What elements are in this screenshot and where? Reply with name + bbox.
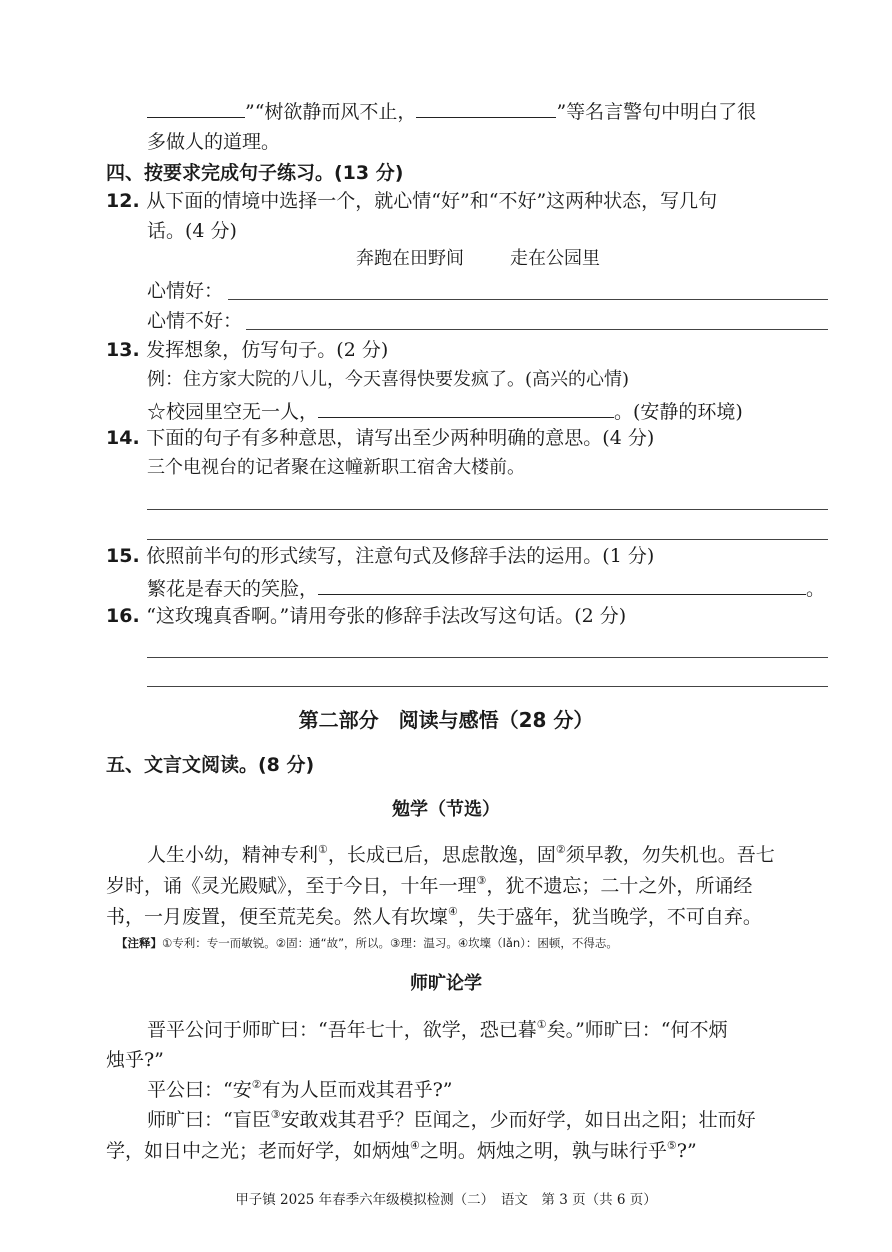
answer-blank[interactable] — [318, 574, 806, 595]
passage-2-line: 烛乎?” — [106, 1049, 164, 1071]
answer-line[interactable] — [147, 539, 828, 540]
scenario-options — [356, 246, 600, 272]
question-15: 15. 依照前半句的形式续写，注意句式及修辞手法的运用。(1 分) — [106, 545, 655, 567]
question-13: 13. 发挥想象，仿写句子。(2 分) — [106, 339, 389, 361]
answer-blank[interactable] — [318, 397, 614, 418]
quote-line: ”“树欲静而风不止， ”等名言警句中明白了很 — [147, 97, 756, 125]
scenario-option-1: 奔跑在田野间 — [356, 248, 464, 269]
passage-1-title: 勉学（节选） — [392, 799, 500, 820]
question-14: 14. 下面的句子有多种意思，请写出至少两种明确的意思。(4 分) — [106, 427, 655, 449]
answer-line[interactable] — [228, 299, 828, 300]
passage-1-line: 书，一月废置，便至荒芜矣。然人有坎壈④，失于盛年，犹当晚学，不可自弃。 — [106, 905, 762, 928]
question-12-cont: 话。(4 分) — [147, 220, 237, 242]
passage-2-line: 平公曰：“安②有为人臣而戏其君乎?” — [147, 1078, 453, 1101]
section-4-title: 四、按要求完成句子练习。(13 分) — [106, 162, 404, 184]
quote-continuation: 多做人的道理。 — [147, 131, 281, 153]
section-5-title: 五、文言文阅读。(8 分) — [106, 754, 315, 776]
answer-line[interactable] — [246, 329, 828, 330]
page-footer: 甲子镇 2025 年春季六年级模拟检测（二） 语文 第 3 页（共 6 页） — [235, 1192, 657, 1208]
answer-line[interactable] — [147, 686, 828, 687]
passage-1-line: 岁时，诵《灵光殿赋》，至于今日，十年一理③，犹不遗忘；二十之外，所诵经 — [106, 874, 753, 897]
bad-mood-label: 心情不好： — [147, 310, 243, 332]
scenario-option-2: 走在公园里 — [510, 248, 600, 269]
passage-1-notes: 【注释】①专利：专一而敏锐。②固：通“故”，所以。③理：温习。④坎壈（lǎn）：困顿，不得志。 — [116, 936, 618, 950]
answer-line[interactable] — [147, 657, 828, 658]
passage-1-line: 人生小幼，精神专利①，长成已后，思虑散逸，固②须早教，勿失机也。吾七 — [147, 843, 775, 866]
passage-2-line: 学，如日中之光；老而好学，如炳烛④之明。炳烛之明，孰与昧行乎⑤?” — [106, 1139, 697, 1162]
continuation-task: 繁花是春天的笑脸， 。 — [147, 574, 825, 602]
passage-2-line: 师旷曰：“盲臣③安敢戏其君乎？臣闻之，少而好学，如日出之阳；壮而好 — [147, 1108, 756, 1131]
imitation-task: ☆校园里空无一人， 。(安静的环境) — [147, 397, 743, 425]
part-2-title: 第二部分 阅读与感悟（28 分） — [298, 708, 594, 732]
answer-blank[interactable] — [147, 97, 245, 118]
question-12: 12. 从下面的情境中选择一个，就心情“好”和“不好”这两种状态，写几句 — [106, 190, 718, 212]
answer-blank[interactable] — [416, 97, 556, 118]
good-mood-label: 心情好： — [147, 280, 224, 302]
ambiguous-sentence: 三个电视台的记者聚在这幢新职工宿舍大楼前。 — [147, 457, 525, 478]
question-16: 16. “这玫瑰真香啊。”请用夸张的修辞手法改写这句话。(2 分) — [106, 605, 627, 627]
passage-2-title: 师旷论学 — [410, 973, 482, 994]
example-sentence: 例：住方家大院的八儿，今天喜得快要发疯了。(高兴的心情) — [147, 369, 630, 390]
passage-2-line: 晋平公问于师旷曰：“吾年七十，欲学，恐已暮①矣。”师旷曰：“何不炳 — [147, 1018, 728, 1041]
answer-line[interactable] — [147, 509, 828, 510]
